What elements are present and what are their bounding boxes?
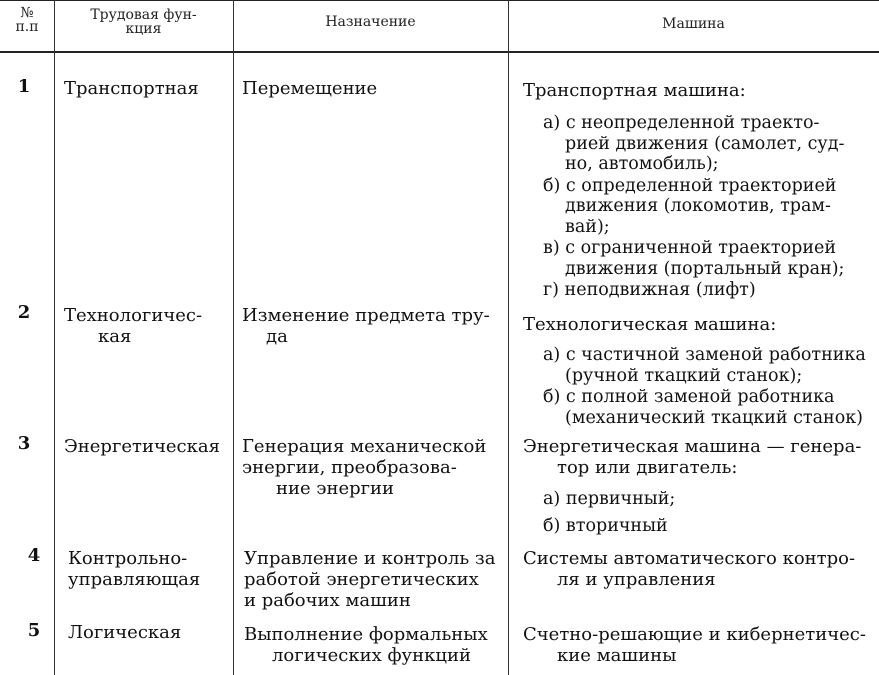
list-item <box>543 516 875 537</box>
row-number: 2 <box>17 302 31 323</box>
purpose <box>244 548 506 611</box>
machine-description <box>523 314 875 429</box>
purpose <box>242 305 504 347</box>
labor-function <box>68 548 233 590</box>
labor-function <box>64 78 229 99</box>
header-function-line: Трудовая фун- <box>90 7 197 23</box>
column-divider <box>233 0 234 675</box>
purpose <box>242 436 504 499</box>
row-number: 4 <box>27 545 41 566</box>
text-line: и рабочих машин <box>244 590 411 611</box>
text-line: работой энергетических <box>244 569 479 590</box>
list-item <box>543 113 875 175</box>
header-machine: Машина <box>662 16 725 32</box>
machine-description <box>523 436 875 537</box>
text-line: Энергетическая машина — генера- <box>523 436 862 457</box>
text-line: энергии, преобразова- <box>242 457 457 478</box>
list-item <box>543 238 875 279</box>
text-line: ля и управления <box>557 569 716 590</box>
text-line: кие машины <box>557 645 677 666</box>
table-top-rule <box>0 0 879 1</box>
text-line: б) вторичный <box>543 515 668 536</box>
text-line: вай); <box>565 216 610 237</box>
text-line: Транспортная машина: <box>523 80 746 101</box>
text-line: а) с частичной заменой работника <box>543 345 866 365</box>
machine-subtypes <box>523 345 875 428</box>
text-line: Перемещение <box>242 78 378 99</box>
text-line: Системы автоматического контро- <box>523 548 856 569</box>
text-line: Контрольно- <box>68 548 188 569</box>
text-line: б) с полной заменой работника <box>543 387 835 407</box>
machine-description <box>523 548 875 590</box>
text-line: но, автомобиль); <box>565 154 719 174</box>
text-line: движения (локомотив, трам- <box>565 196 831 216</box>
text-line: б) с определенной траекторией <box>543 175 837 196</box>
text-line: да <box>266 326 288 347</box>
purpose <box>242 78 504 99</box>
machine-description <box>523 624 875 666</box>
list-item <box>543 387 875 428</box>
machine-description <box>523 80 875 302</box>
text-line: управляющая <box>68 569 201 590</box>
row-number: 1 <box>17 76 31 97</box>
header-num <box>0 6 54 34</box>
text-line: Изменение предмета тру- <box>242 305 490 326</box>
row-number: 5 <box>27 620 41 641</box>
text-line: (механический ткацкий станок) <box>565 407 863 428</box>
text-line: Генерация механической <box>242 436 487 457</box>
header-bottom-rule <box>0 51 879 53</box>
header-function-line: кция <box>125 21 162 37</box>
list-item <box>543 176 875 238</box>
text-line: ние энергии <box>276 478 395 499</box>
text-line: Выполнение формальных <box>244 624 488 645</box>
text-line: Транспортная <box>64 78 199 99</box>
text-line: Энергетическая <box>64 436 220 457</box>
purpose <box>244 624 506 666</box>
text-line: рией движения (самолет, суд- <box>565 133 845 154</box>
header-function <box>54 8 233 36</box>
text-line: а) первичный; <box>543 489 676 509</box>
text-line: логических функций <box>272 645 471 666</box>
column-divider <box>54 0 55 675</box>
text-line: движения (портальный кран); <box>565 258 845 279</box>
column-divider <box>508 0 509 675</box>
text-line: тор или двигатель: <box>557 457 738 478</box>
text-line: (ручной ткацкий станок); <box>565 365 803 386</box>
text-line: г) неподвижная (лифт) <box>543 280 756 300</box>
text-line: Технологическая машина: <box>523 314 777 335</box>
text-line: в) с ограниченной траекторией <box>543 238 837 258</box>
header-num-line: п.п <box>15 19 39 35</box>
labor-function <box>64 305 229 347</box>
machine-subtypes <box>523 489 875 536</box>
list-item <box>543 280 875 301</box>
row-number: 3 <box>17 433 31 454</box>
list-item <box>543 345 875 386</box>
text-line: кая <box>98 326 132 347</box>
text-line: Счетно-решающие и кибернетичес- <box>523 624 866 645</box>
text-line: Логическая <box>68 622 182 643</box>
header-purpose: Назначение <box>325 14 416 30</box>
labor-function <box>64 436 234 457</box>
text-line: Технологичес- <box>64 305 203 326</box>
machine-subtypes <box>523 113 875 301</box>
text-line: а) с неопределенной траекто- <box>543 113 820 133</box>
list-item <box>543 489 875 510</box>
text-line: Управление и контроль за <box>244 548 496 569</box>
labor-function <box>68 622 233 643</box>
header-num-line: № <box>20 5 34 21</box>
